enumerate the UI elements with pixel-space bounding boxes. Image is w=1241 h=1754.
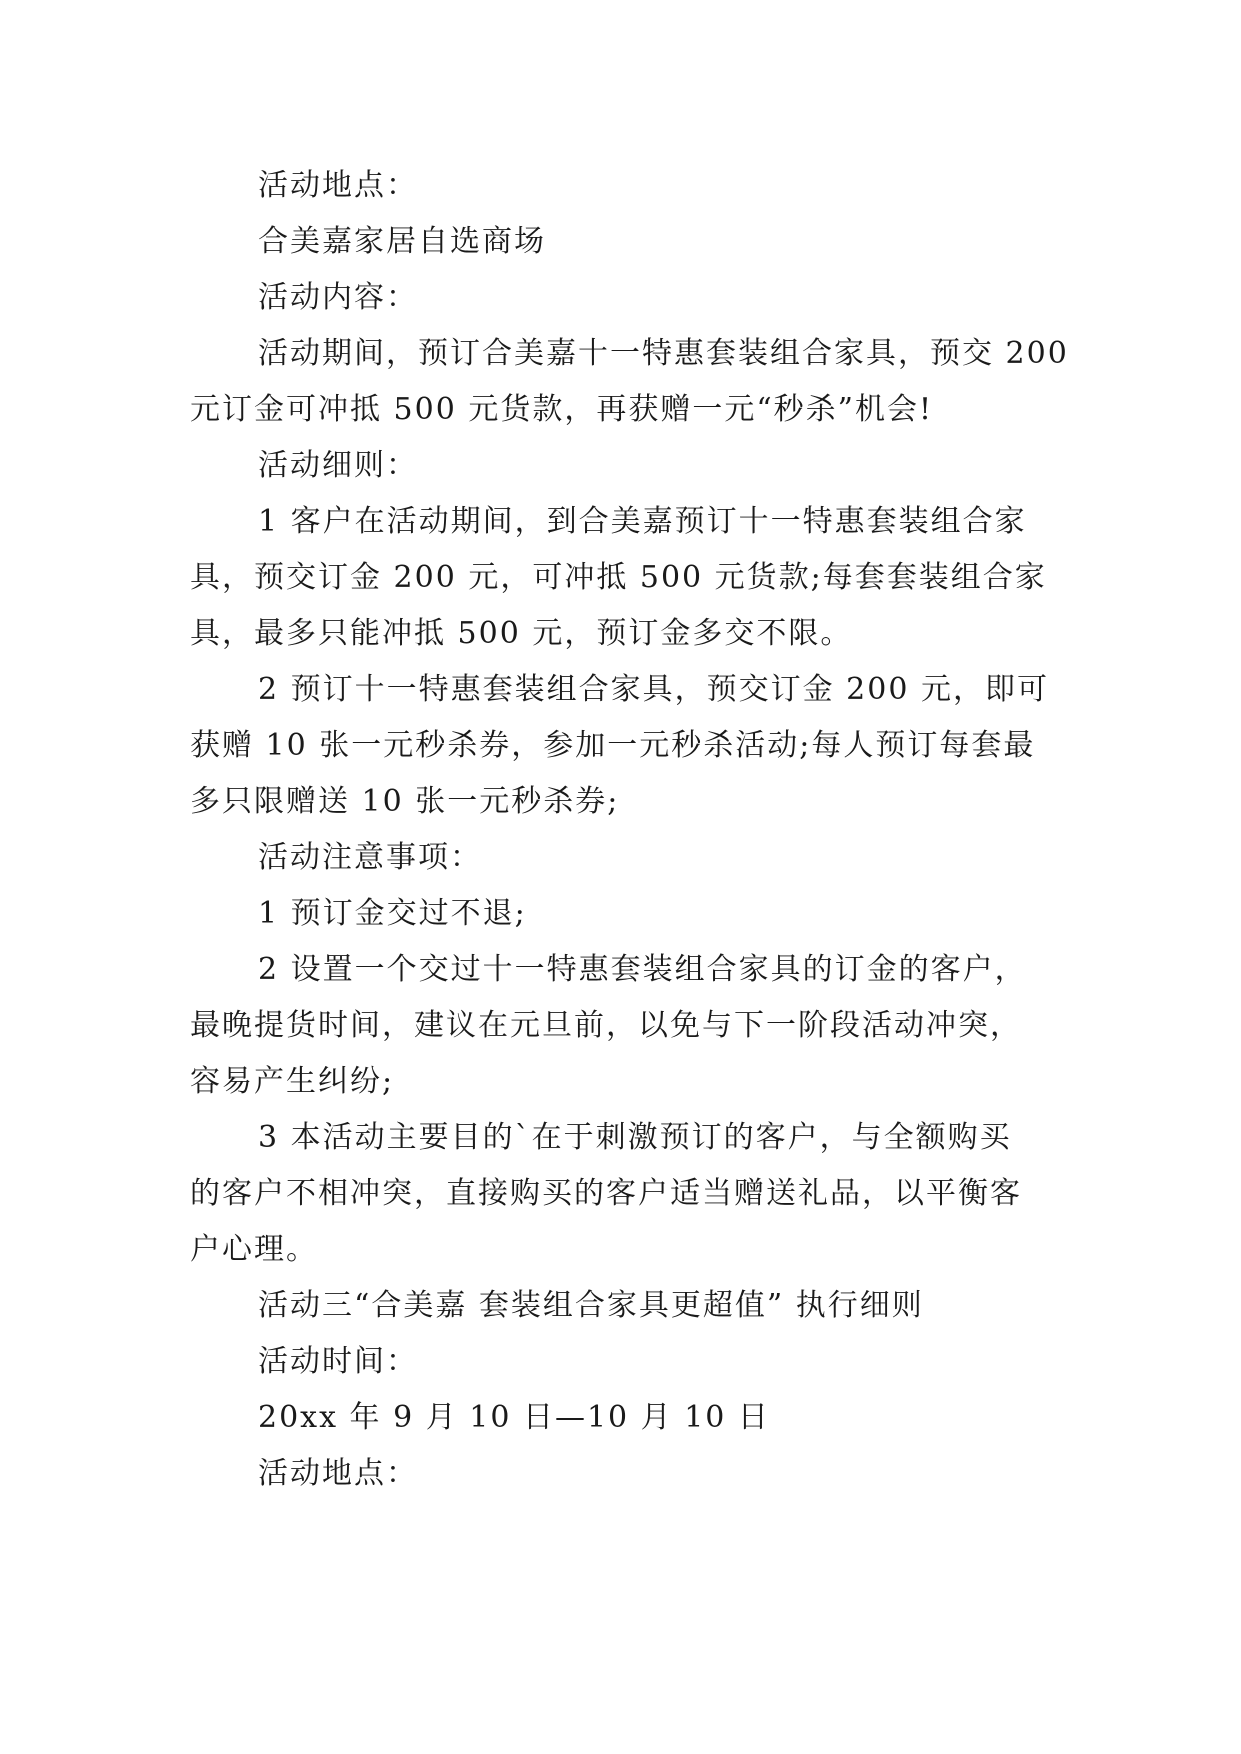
venue-heading: 活动地点： (258, 168, 418, 203)
venue-text: 合美嘉家居自选商场 (258, 224, 546, 259)
note-2-line: 2 设置一个交过十一特惠套装组合家具的订金的客户， (258, 952, 1027, 987)
note-3-line: 的客户不相冲突，直接购买的客户适当赠送礼品，以平衡客 (190, 1176, 1022, 1211)
note-2-line: 容易产生纠纷; (190, 1064, 395, 1099)
note-3-line: 3 本活动主要目的`在于刺激预订的客户，与全额购买 (258, 1120, 1012, 1155)
content-paragraph-line: 元订金可冲抵 500 元货款，再获赠一元“秒杀”机会! (190, 392, 934, 427)
content-paragraph-line: 活动期间，预订合美嘉十一特惠套装组合家具，预交 200 (258, 336, 1069, 371)
rule-1-line: 1 客户在活动期间，到合美嘉预订十一特惠套装组合家 (258, 504, 1027, 539)
time-heading: 活动时间： (258, 1344, 418, 1379)
rule-1-line: 具，最多只能冲抵 500 元，预订金多交不限。 (190, 616, 853, 651)
time-text: 20xx 年 9 月 10 日—10 月 10 日 (258, 1400, 770, 1435)
venue-heading-2: 活动地点： (258, 1456, 418, 1491)
notes-heading: 活动注意事项： (258, 840, 482, 875)
note-1-line: 1 预订金交过不退; (258, 896, 527, 931)
rule-1-line: 具，预交订金 200 元，可冲抵 500 元货款;每套套装组合家 (190, 560, 1047, 595)
content-heading: 活动内容： (258, 280, 418, 315)
activity-three-title: 活动三“合美嘉 套装组合家具更超值” 执行细则 (258, 1288, 924, 1323)
rules-heading: 活动细则： (258, 448, 418, 483)
rule-2-line: 2 预订十一特惠套装组合家具，预交订金 200 元，即可 (258, 672, 1049, 707)
note-2-line: 最晚提货时间，建议在元旦前，以免与下一阶段活动冲突， (190, 1008, 1022, 1043)
note-3-line: 户心理。 (190, 1232, 318, 1267)
rule-2-line: 多只限赠送 10 张一元秒杀券; (190, 784, 620, 819)
rule-2-line: 获赠 10 张一元秒杀券，参加一元秒杀活动;每人预订每套最 (190, 728, 1036, 763)
